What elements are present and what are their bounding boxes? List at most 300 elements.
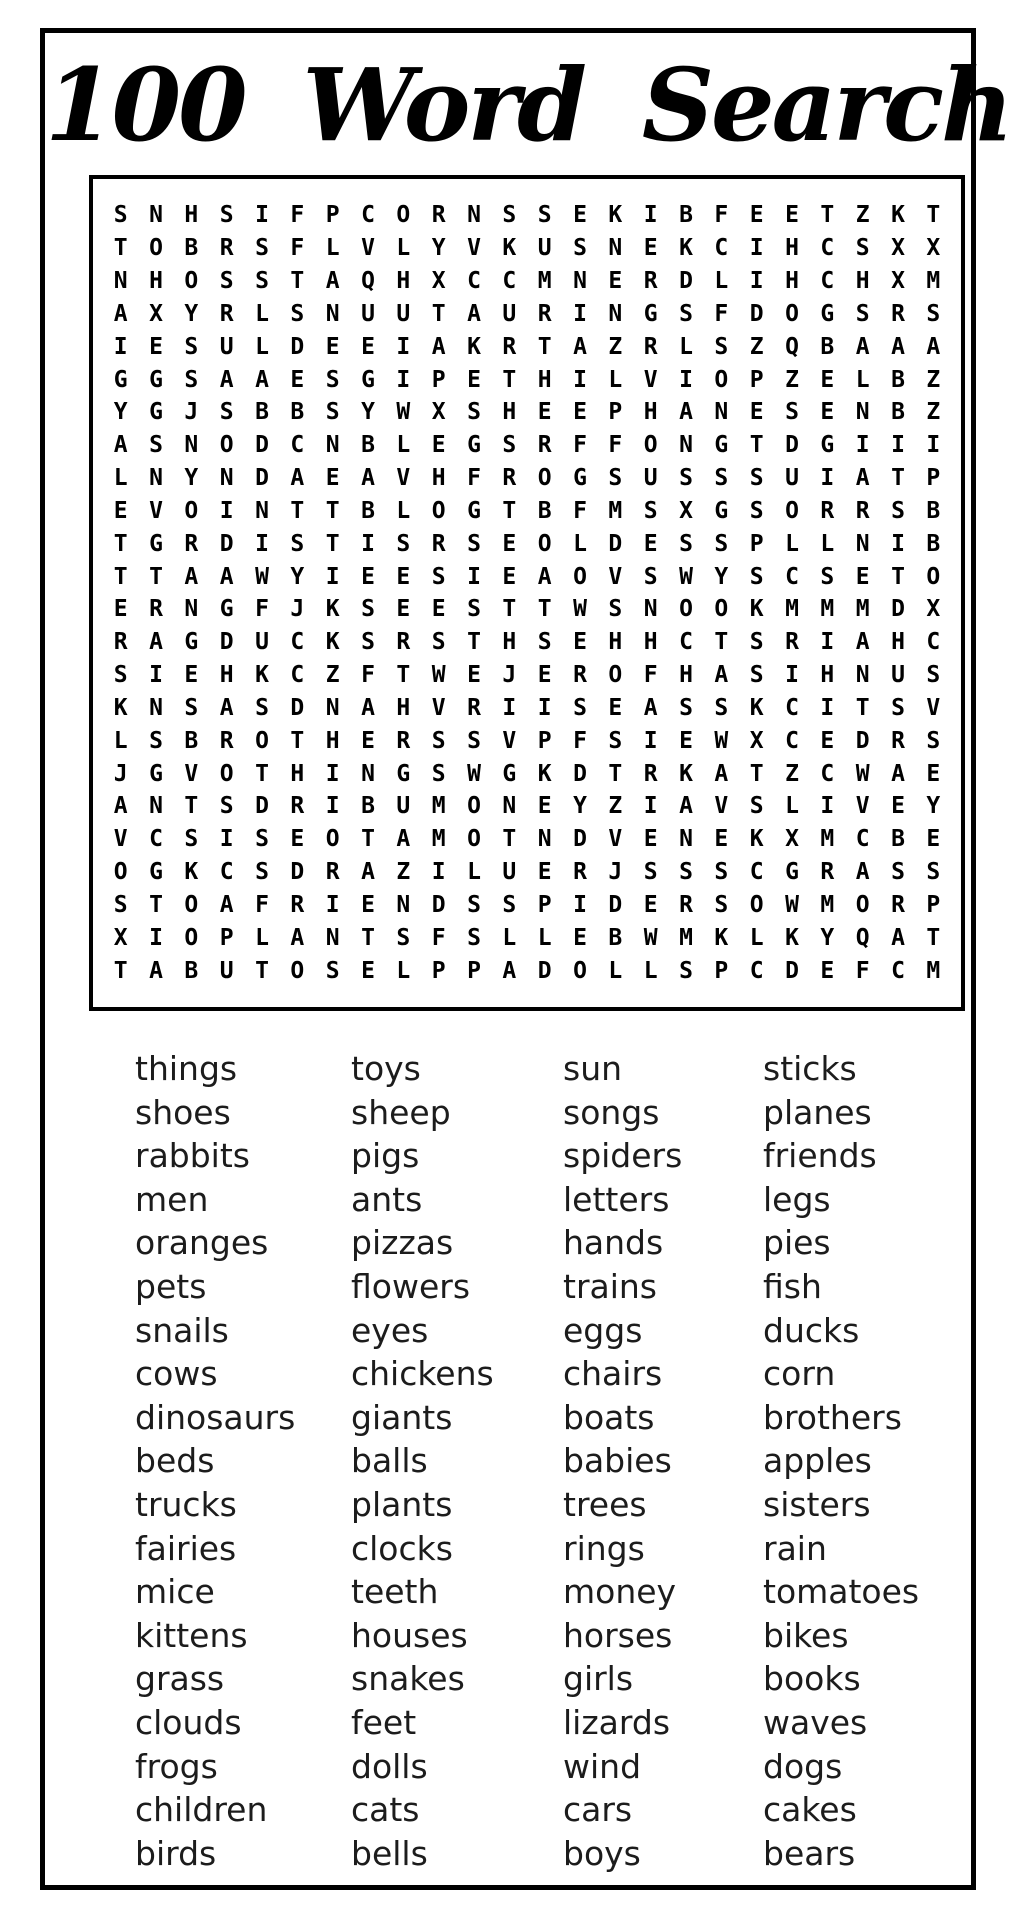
grid-letter: Q xyxy=(361,268,375,295)
grid-letter: E xyxy=(820,399,835,426)
grid-letter: A xyxy=(714,662,729,689)
grid-letter: K xyxy=(537,760,552,787)
grid-letter: C xyxy=(891,957,905,984)
grid-letter: U xyxy=(502,859,517,886)
grid-letter: M xyxy=(820,891,835,918)
word-item: things xyxy=(135,1049,238,1088)
grid-letter: L xyxy=(679,333,693,360)
grid-letter: S xyxy=(714,694,729,721)
grid-letter: Y xyxy=(820,924,835,951)
grid-letter: A xyxy=(891,333,905,360)
grid-letter: S xyxy=(255,859,269,886)
grid-letter: E xyxy=(573,399,587,426)
grid-letter: S xyxy=(926,662,941,689)
grid-letter: S xyxy=(184,694,199,721)
grid-letter: N xyxy=(325,694,340,721)
word-item: pizzas xyxy=(351,1223,454,1263)
grid-letter: Z xyxy=(926,399,941,426)
grid-letter: A xyxy=(855,333,870,360)
grid-letter: W xyxy=(643,924,658,951)
grid-letter: O xyxy=(184,891,199,918)
grid-letter: K xyxy=(891,202,905,229)
grid-letter: A xyxy=(219,563,234,590)
grid-letter: D xyxy=(608,530,623,557)
grid-letter: A xyxy=(325,268,340,295)
grid-letter: Z xyxy=(396,859,411,886)
grid-letter: S xyxy=(926,727,941,754)
word-item: ducks xyxy=(763,1310,860,1350)
grid-letter: K xyxy=(679,760,693,787)
word-list-column xyxy=(763,1047,919,1875)
grid-letter: P xyxy=(431,957,446,984)
grid-letter: C xyxy=(785,694,799,721)
grid-letter: E xyxy=(643,235,658,262)
grid-letter: T xyxy=(502,596,517,623)
grid-letter: S xyxy=(608,465,623,492)
grid-letter: L xyxy=(325,235,340,262)
grid-letter: F xyxy=(573,432,587,459)
grid-letter: B xyxy=(926,497,941,524)
grid-letter: S xyxy=(290,300,305,327)
word-item: girls xyxy=(563,1659,634,1699)
grid-letter: G xyxy=(184,629,199,656)
grid-letter: X xyxy=(749,727,764,754)
grid-letter: S xyxy=(608,727,623,754)
grid-letter: C xyxy=(467,268,481,295)
grid-letter: Z xyxy=(325,662,340,689)
grid-letter: G xyxy=(149,760,163,787)
grid-letter: I xyxy=(643,793,658,820)
grid-letter: S xyxy=(502,891,517,918)
grid-letter: O xyxy=(184,924,199,951)
grid-letter: E xyxy=(290,826,305,853)
grid-letter: S xyxy=(219,793,234,820)
grid-letter: H xyxy=(643,629,658,656)
word-item: cakes xyxy=(763,1790,857,1830)
grid-letter: S xyxy=(361,596,375,623)
grid-letter: Y xyxy=(926,793,941,820)
grid-letter: I xyxy=(431,859,446,886)
grid-letter: V xyxy=(714,793,729,820)
grid-letter: B xyxy=(537,497,552,524)
grid-letter: A xyxy=(113,300,128,327)
word-item: brothers xyxy=(763,1397,902,1437)
grid-letter: A xyxy=(361,859,375,886)
grid-letter: S xyxy=(891,859,905,886)
grid-letter: D xyxy=(219,629,234,656)
grid-letter: A xyxy=(219,694,234,721)
grid-letter: C xyxy=(855,826,870,853)
word-item: planes xyxy=(763,1092,872,1132)
grid-letter: N xyxy=(325,300,340,327)
grid-letter: A xyxy=(643,694,658,721)
grid-letter: B xyxy=(891,399,905,426)
grid-letter: L xyxy=(502,924,517,951)
grid-letter: I xyxy=(643,202,658,229)
word-item: eyes xyxy=(351,1310,429,1350)
grid-letter: E xyxy=(643,530,658,557)
grid-letter: G xyxy=(573,465,587,492)
grid-letter: H xyxy=(431,465,446,492)
grid-letter: S xyxy=(325,366,340,393)
word-list-column xyxy=(351,1047,494,1875)
grid-letter: L xyxy=(820,530,835,557)
grid-letter: I xyxy=(573,300,587,327)
word-item: fish xyxy=(763,1266,822,1306)
grid-letter: S xyxy=(431,760,446,787)
grid-letter: R xyxy=(573,859,587,886)
grid-letter: I xyxy=(926,432,941,459)
grid-letter: E xyxy=(820,366,835,393)
grid-letter: R xyxy=(537,432,552,459)
grid-letter: V xyxy=(643,366,658,393)
grid-letter: R xyxy=(396,629,411,656)
word-item: mice xyxy=(135,1572,215,1612)
grid-letter: E xyxy=(855,563,870,590)
grid-letter: O xyxy=(290,957,305,984)
grid-letter: A xyxy=(149,629,163,656)
word-item: trucks xyxy=(135,1484,237,1524)
grid-letter: S xyxy=(855,235,870,262)
grid-letter: E xyxy=(467,366,481,393)
grid-letter: Y xyxy=(573,793,587,820)
grid-letter: O xyxy=(325,826,340,853)
grid-letter: G xyxy=(149,859,163,886)
word-item: bells xyxy=(351,1833,428,1873)
grid-letter: A xyxy=(290,924,305,951)
grid-letter: A xyxy=(502,957,517,984)
grid-letter: D xyxy=(290,694,305,721)
grid-letter: C xyxy=(785,563,799,590)
grid-letter: E xyxy=(679,727,693,754)
word-item: songs xyxy=(563,1092,660,1132)
grid-letter: F xyxy=(643,662,658,689)
word-item: frogs xyxy=(135,1746,218,1786)
grid-letter: B xyxy=(891,366,905,393)
grid-letter: C xyxy=(290,662,305,689)
word-item: books xyxy=(763,1659,861,1699)
grid-letter: N xyxy=(184,596,199,623)
grid-letter: E xyxy=(361,727,375,754)
grid-letter: S xyxy=(891,694,905,721)
grid-letter: S xyxy=(749,563,764,590)
grid-letter: L xyxy=(113,727,128,754)
grid-letter: S xyxy=(219,399,234,426)
grid-letter: L xyxy=(396,432,411,459)
grid-letter: I xyxy=(573,891,587,918)
word-item: birds xyxy=(135,1833,217,1873)
grid-letter: R xyxy=(149,596,163,623)
grid-letter: A xyxy=(855,629,870,656)
grid-letter: S xyxy=(679,957,693,984)
word-item: fairies xyxy=(135,1528,237,1568)
grid-letter: I xyxy=(820,793,835,820)
grid-letter: I xyxy=(255,202,269,229)
grid-letter: T xyxy=(431,300,446,327)
grid-letter: K xyxy=(325,596,340,623)
grid-letter: R xyxy=(643,760,658,787)
grid-letter: O xyxy=(113,859,128,886)
grid-letter: N xyxy=(679,826,693,853)
grid-letter: L xyxy=(643,957,658,984)
word-item: ants xyxy=(351,1179,423,1219)
grid-letter: T xyxy=(537,333,552,360)
grid-letter: E xyxy=(820,957,835,984)
grid-letter: W xyxy=(785,891,799,918)
word-item: bikes xyxy=(763,1615,849,1655)
grid-letter: N xyxy=(608,300,623,327)
grid-letter: I xyxy=(679,366,693,393)
grid-letter: S xyxy=(219,268,234,295)
grid-letter: O xyxy=(255,727,269,754)
grid-letter: G xyxy=(396,760,411,787)
grid-letter: S xyxy=(431,629,446,656)
grid-letter: E xyxy=(149,333,163,360)
grid-letter: E xyxy=(926,760,941,787)
grid-letter: A xyxy=(467,300,481,327)
grid-letter: T xyxy=(926,924,941,951)
grid-letter: W xyxy=(396,399,411,426)
grid-letter: R xyxy=(219,300,234,327)
grid-letter: E xyxy=(749,202,764,229)
grid-letter: C xyxy=(290,629,305,656)
grid-letter: U xyxy=(891,662,905,689)
grid-letter: J xyxy=(608,859,623,886)
grid-letter: N xyxy=(643,596,658,623)
grid-letter: N xyxy=(467,202,481,229)
grid-letter: S xyxy=(749,465,764,492)
grid-letter: G xyxy=(113,366,128,393)
grid-letter: Y xyxy=(184,465,199,492)
grid-letter: C xyxy=(502,268,517,295)
word-item: snails xyxy=(135,1310,229,1350)
grid-letter: B xyxy=(361,432,375,459)
grid-letter: U xyxy=(785,465,799,492)
grid-letter: N xyxy=(149,793,163,820)
grid-letter: E xyxy=(537,859,552,886)
grid-letter: T xyxy=(855,694,870,721)
grid-letter: C xyxy=(149,826,163,853)
grid-letter: M xyxy=(820,596,835,623)
grid-letter: S xyxy=(714,859,729,886)
grid-letter: P xyxy=(537,891,552,918)
grid-letter: O xyxy=(219,432,234,459)
grid-letter: A xyxy=(714,760,729,787)
grid-letter: X xyxy=(891,268,905,295)
grid-letter: P xyxy=(926,465,941,492)
grid-letter: T xyxy=(749,760,764,787)
grid-letter: H xyxy=(396,268,411,295)
word-item: eggs xyxy=(563,1310,643,1350)
grid-letter: R xyxy=(537,300,552,327)
grid-letter: H xyxy=(396,694,411,721)
grid-letter: I xyxy=(325,760,340,787)
grid-letter: Z xyxy=(926,366,941,393)
grid-letter: R xyxy=(431,530,446,557)
grid-letter: S xyxy=(325,957,340,984)
grid-letter: F xyxy=(467,465,481,492)
word-item: feet xyxy=(351,1702,417,1742)
grid-letter: H xyxy=(219,662,234,689)
grid-letter: L xyxy=(255,333,269,360)
grid-letter: K xyxy=(608,202,623,229)
grid-letter: E xyxy=(608,268,623,295)
grid-letter: E xyxy=(325,465,340,492)
grid-letter: I xyxy=(502,694,517,721)
word-item: giants xyxy=(351,1397,453,1437)
grid-letter: L xyxy=(608,366,623,393)
grid-letter: I xyxy=(820,465,835,492)
grid-letter: P xyxy=(749,366,764,393)
grid-letter: I xyxy=(396,333,411,360)
grid-letter: S xyxy=(396,924,411,951)
grid-letter: I xyxy=(219,826,234,853)
grid-letter: V xyxy=(467,235,481,262)
grid-letter: S xyxy=(679,859,693,886)
grid-letter: G xyxy=(219,596,234,623)
grid-letter: S xyxy=(184,366,199,393)
grid-letter: C xyxy=(714,235,729,262)
grid-letter: S xyxy=(573,235,587,262)
grid-letter: H xyxy=(855,268,870,295)
grid-letter: D xyxy=(785,957,799,984)
word-item: sun xyxy=(563,1049,623,1088)
grid-letter: C xyxy=(749,957,764,984)
grid-letter: V xyxy=(608,563,623,590)
grid-letter: T xyxy=(290,497,305,524)
grid-letter: C xyxy=(361,202,375,229)
grid-letter: W xyxy=(255,563,269,590)
grid-letter: U xyxy=(396,793,411,820)
grid-letter: T xyxy=(184,793,199,820)
grid-letter: S xyxy=(749,662,764,689)
grid-letter: S xyxy=(467,530,481,557)
grid-letter: S xyxy=(431,563,446,590)
grid-letter: L xyxy=(113,465,128,492)
grid-letter: V xyxy=(361,235,375,262)
grid-letter: Y xyxy=(431,235,446,262)
grid-letter: L xyxy=(396,497,411,524)
grid-letter: C xyxy=(219,859,234,886)
grid-letter: R xyxy=(820,497,835,524)
grid-letter: E xyxy=(361,333,375,360)
grid-letter: S xyxy=(502,202,517,229)
word-item: money xyxy=(563,1572,677,1612)
word-item: sisters xyxy=(763,1484,871,1524)
grid-letter: J xyxy=(184,399,199,426)
grid-letter: T xyxy=(502,366,517,393)
grid-letter: T xyxy=(749,432,764,459)
grid-letter: Z xyxy=(785,366,799,393)
word-item: rings xyxy=(563,1528,645,1568)
grid-letter: G xyxy=(467,432,481,459)
grid-letter: H xyxy=(679,662,693,689)
grid-letter: S xyxy=(749,497,764,524)
grid-letter: S xyxy=(113,662,128,689)
grid-letter: R xyxy=(184,530,199,557)
grid-letter: S xyxy=(502,432,517,459)
grid-letter: P xyxy=(325,202,340,229)
grid-letter: T xyxy=(290,727,305,754)
grid-letter: S xyxy=(643,563,658,590)
grid-letter: S xyxy=(255,235,269,262)
grid-letter: Z xyxy=(608,793,623,820)
grid-letter: S xyxy=(714,891,729,918)
grid-letter: B xyxy=(361,793,375,820)
grid-letter: I xyxy=(219,497,234,524)
grid-letter: G xyxy=(785,859,799,886)
grid-letter: S xyxy=(184,826,199,853)
grid-letter: O xyxy=(467,826,481,853)
grid-letter: E xyxy=(537,399,552,426)
grid-letter: E xyxy=(396,596,411,623)
grid-letter: R xyxy=(643,268,658,295)
word-item: beds xyxy=(135,1441,215,1481)
grid-letter: S xyxy=(679,530,693,557)
grid-letter: K xyxy=(184,859,199,886)
grid-letter: D xyxy=(431,891,446,918)
grid-letter: B xyxy=(361,497,375,524)
grid-letter: C xyxy=(290,432,305,459)
word-item: men xyxy=(135,1179,209,1219)
grid-letter: E xyxy=(926,826,941,853)
word-item: dogs xyxy=(763,1746,843,1786)
grid-letter: I xyxy=(820,694,835,721)
word-item: cats xyxy=(351,1790,420,1830)
grid-letter: N xyxy=(361,760,375,787)
grid-letter: S xyxy=(749,629,764,656)
grid-letter: O xyxy=(714,366,729,393)
grid-letter: A xyxy=(219,366,234,393)
grid-letter: S xyxy=(467,727,481,754)
grid-letter: T xyxy=(891,465,905,492)
grid-letter: V xyxy=(926,694,941,721)
grid-letter: L xyxy=(255,924,269,951)
grid-letter: H xyxy=(785,235,799,262)
word-item: grass xyxy=(135,1659,225,1699)
word-item: boats xyxy=(563,1397,655,1437)
grid-letter: D xyxy=(679,268,693,295)
grid-letter: C xyxy=(820,760,835,787)
word-item: houses xyxy=(351,1615,468,1655)
grid-letter: S xyxy=(749,793,764,820)
grid-letter: T xyxy=(255,957,269,984)
grid-letter: W xyxy=(467,760,481,787)
word-item: dinosaurs xyxy=(135,1397,296,1437)
grid-letter: N xyxy=(396,891,411,918)
grid-letter: R xyxy=(467,694,481,721)
grid-letter: F xyxy=(608,432,623,459)
grid-letter: I xyxy=(573,366,587,393)
word-item: sheep xyxy=(351,1092,451,1132)
grid-letter: F xyxy=(714,202,729,229)
word-item: dolls xyxy=(351,1746,428,1786)
grid-letter: L xyxy=(467,859,481,886)
grid-letter: F xyxy=(255,596,269,623)
grid-letter: G xyxy=(502,760,517,787)
grid-letter: M xyxy=(608,497,623,524)
grid-letter: E xyxy=(785,202,799,229)
grid-letter: K xyxy=(502,235,517,262)
grid-letter: O xyxy=(396,202,411,229)
grid-letter: C xyxy=(926,629,941,656)
grid-letter: G xyxy=(467,497,481,524)
grid-letter: D xyxy=(749,300,764,327)
grid-letter: H xyxy=(290,760,305,787)
grid-letter: B xyxy=(290,399,305,426)
grid-letter: I xyxy=(149,662,163,689)
grid-letter: A xyxy=(431,333,446,360)
